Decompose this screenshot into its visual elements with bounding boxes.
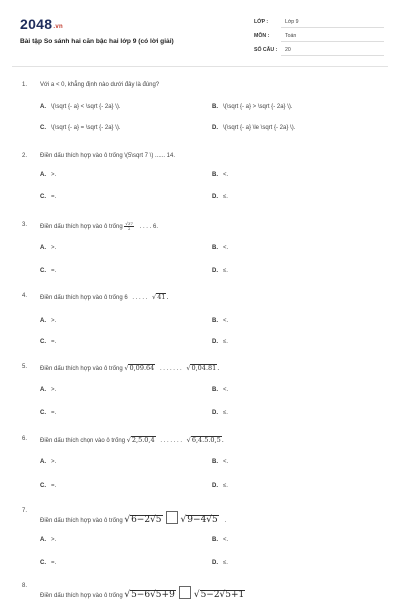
radicand: 0,09.64 [129, 364, 155, 372]
radicand: 9−4√5 [187, 515, 218, 525]
option-text: ≤. [223, 410, 228, 416]
option-text: <. [223, 318, 229, 324]
question-text-label: Điền dấu thích hợp vào ô trống [40, 593, 123, 599]
option-a[interactable] [40, 459, 56, 465]
option-letter: B. [212, 245, 218, 251]
meta-divider [281, 41, 384, 42]
question-number: 4. [22, 293, 28, 299]
option-text: <. [223, 387, 229, 393]
option-text: =. [51, 560, 57, 566]
radicand: 41 [157, 293, 166, 301]
option-d[interactable] [212, 483, 228, 489]
option-text: >. [51, 387, 57, 393]
question-text-label: Điền dấu thích chọn vào ô trống [40, 438, 126, 444]
meta-divider [281, 55, 384, 56]
option-letter: C. [40, 483, 46, 489]
option-text: >. [51, 172, 57, 178]
option-text: ≤. [223, 339, 228, 345]
option-text: \(\sqrt {- a} < \sqrt {- 2a} \). [51, 104, 121, 110]
option-text: <. [223, 537, 229, 543]
question-text-label: Điền dấu thích hợp vào ô trống [40, 224, 123, 230]
option-text: >. [51, 245, 57, 251]
fraction-denominator: 2 [127, 226, 131, 231]
option-a[interactable] [40, 318, 56, 324]
option-letter: B. [212, 459, 218, 465]
meta-subject-label: MÔN : [254, 33, 270, 39]
question-text [40, 436, 224, 444]
option-c[interactable] [40, 410, 56, 416]
option-letter: A. [40, 104, 46, 110]
option-text: >. [51, 318, 57, 324]
option-d[interactable] [212, 560, 228, 566]
question-text: Với a < 0, khẳng định nào dưới đây là đúng? [40, 82, 160, 88]
question-tail: . [224, 518, 227, 524]
option-b[interactable] [212, 459, 228, 465]
option-a[interactable] [40, 245, 56, 251]
option-text: ≤. [223, 560, 228, 566]
radicand: 5−6√5+9 [131, 590, 175, 600]
fraction-numerator: √37 [125, 221, 133, 226]
radicand: 2,5.0,4 [131, 436, 155, 444]
option-letter: C. [40, 194, 46, 200]
option-c[interactable] [40, 194, 56, 200]
option-text: =. [51, 268, 57, 274]
sqrt-expression-right: √0,04.81. [186, 364, 220, 372]
option-letter: B. [212, 387, 218, 393]
option-b[interactable] [212, 387, 228, 393]
option-text: ≤. [223, 268, 228, 274]
worksheet-header [12, 6, 388, 67]
question-number: 2. [22, 153, 28, 159]
option-text: =. [51, 410, 57, 416]
option-a[interactable] [40, 537, 56, 543]
sqrt-expression-left: √5−6√5+9 [124, 590, 175, 600]
question-dots: . . . . . [132, 295, 148, 301]
option-text: ≤. [223, 194, 228, 200]
option-letter: C. [40, 125, 46, 131]
meta-count [254, 44, 384, 56]
sqrt-expression: √41. [152, 293, 169, 301]
question-text-label: Điền dấu thích hợp vào ô trống 6 [40, 295, 128, 301]
option-c[interactable] [40, 560, 56, 566]
worksheet-title: Bài tập So sánh hai căn bậc hai lớp 9 (có lời giải) [20, 38, 174, 45]
option-letter: D. [212, 194, 218, 200]
question-number: 7. [22, 508, 28, 514]
question-number: 3. [22, 222, 28, 228]
option-a[interactable] [40, 172, 56, 178]
meta-count-label: SỐ CÂU : [254, 47, 278, 53]
option-text: \(\sqrt {- a} \le \sqrt {- 2a} \). [223, 125, 296, 131]
option-letter: D. [212, 339, 218, 345]
sqrt-expression-left: √0,09.64 [124, 364, 155, 372]
option-letter: A. [40, 172, 46, 178]
option-letter: A. [40, 245, 46, 251]
site-logo[interactable] [20, 16, 63, 32]
answer-box[interactable] [179, 586, 191, 599]
option-letter: D. [212, 268, 218, 274]
option-text: =. [51, 194, 57, 200]
option-text: =. [51, 483, 57, 489]
question-number: 1. [22, 82, 28, 88]
option-d[interactable] [212, 268, 228, 274]
meta-count-value: 20 [285, 47, 291, 53]
question-text [40, 364, 219, 372]
option-b[interactable] [212, 245, 228, 251]
option-letter: B. [212, 318, 218, 324]
meta-class [254, 16, 384, 28]
option-letter: D. [212, 410, 218, 416]
option-text: <. [223, 172, 229, 178]
question-text [40, 293, 169, 301]
option-d[interactable] [212, 194, 228, 200]
option-c[interactable] [40, 483, 56, 489]
option-c[interactable] [40, 268, 56, 274]
option-text: =. [51, 339, 57, 345]
option-b[interactable] [212, 318, 228, 324]
question-dots: . . . . . . . [160, 438, 182, 444]
sqrt-expression-right: √6,4.5.0,5. [186, 436, 224, 444]
option-letter: D. [212, 560, 218, 566]
option-letter: D. [212, 483, 218, 489]
radicand: 5−2√5+1 [200, 590, 245, 600]
question-text: Điền dấu thích hợp vào ô trống \(5\sqrt 7 \) ...... 14. [40, 153, 176, 159]
radicand: 0,04.81 [191, 364, 217, 372]
meta-divider [281, 27, 384, 28]
meta-subject [254, 30, 384, 42]
option-b[interactable] [212, 172, 228, 178]
option-text: \(\sqrt {- a} > \sqrt {- 2a} \). [223, 104, 293, 110]
question-dots: . . . . . . . [159, 366, 182, 372]
question-tail: . . . . 6. [139, 224, 158, 230]
option-letter: A. [40, 318, 46, 324]
sqrt-expression-right: √9−4√5 [180, 515, 218, 525]
fraction-expression [124, 222, 134, 231]
sqrt-expression-left: √6−2√5 [124, 515, 162, 525]
option-d[interactable] [212, 125, 295, 131]
question-text [40, 222, 158, 231]
logo-text: 2048 [20, 16, 53, 32]
question-number: 8. [22, 583, 28, 589]
question-number: 5. [22, 364, 28, 370]
question-text [40, 511, 226, 525]
option-d[interactable] [212, 410, 228, 416]
option-letter: B. [212, 104, 218, 110]
option-text: <. [223, 245, 229, 251]
option-text: >. [51, 537, 57, 543]
question-text-label: Điền dấu thích hợp vào ô trống [40, 366, 123, 372]
option-b[interactable] [212, 104, 293, 110]
option-letter: B. [212, 172, 218, 178]
logo-suffix: .vn [53, 24, 63, 30]
option-a[interactable] [40, 387, 56, 393]
option-d[interactable] [212, 339, 228, 345]
option-letter: C. [40, 560, 46, 566]
option-a[interactable] [40, 104, 121, 110]
option-letter: C. [40, 268, 46, 274]
radicand: 6,4.5.0,5 [191, 436, 221, 444]
option-c[interactable] [40, 125, 121, 131]
option-text: \(\sqrt {- a} = \sqrt {- 2a} \). [51, 125, 121, 131]
question-number: 6. [22, 436, 28, 442]
meta-class-label: LỚP : [254, 19, 269, 25]
option-letter: D. [212, 125, 218, 131]
option-letter: C. [40, 339, 46, 345]
option-letter: C. [40, 410, 46, 416]
radicand: 6−2√5 [131, 515, 162, 525]
option-c[interactable] [40, 339, 56, 345]
meta-class-value: Lớp 9 [285, 19, 299, 25]
sqrt-expression-left: √2,5.0,4 [126, 436, 155, 444]
option-text: ≤. [223, 483, 228, 489]
option-text: >. [51, 459, 57, 465]
sqrt-expression-right: √5−2√5+1 [193, 590, 245, 600]
question-text-label: Điền dấu thích hợp vào ô trống [40, 518, 123, 524]
meta-subject-value: Toán [285, 33, 297, 39]
option-letter: B. [212, 537, 218, 543]
option-text: <. [223, 459, 229, 465]
option-letter: A. [40, 537, 46, 543]
option-letter: A. [40, 387, 46, 393]
option-b[interactable] [212, 537, 228, 543]
option-letter: A. [40, 459, 46, 465]
answer-box[interactable] [166, 511, 178, 524]
question-text [40, 586, 245, 600]
